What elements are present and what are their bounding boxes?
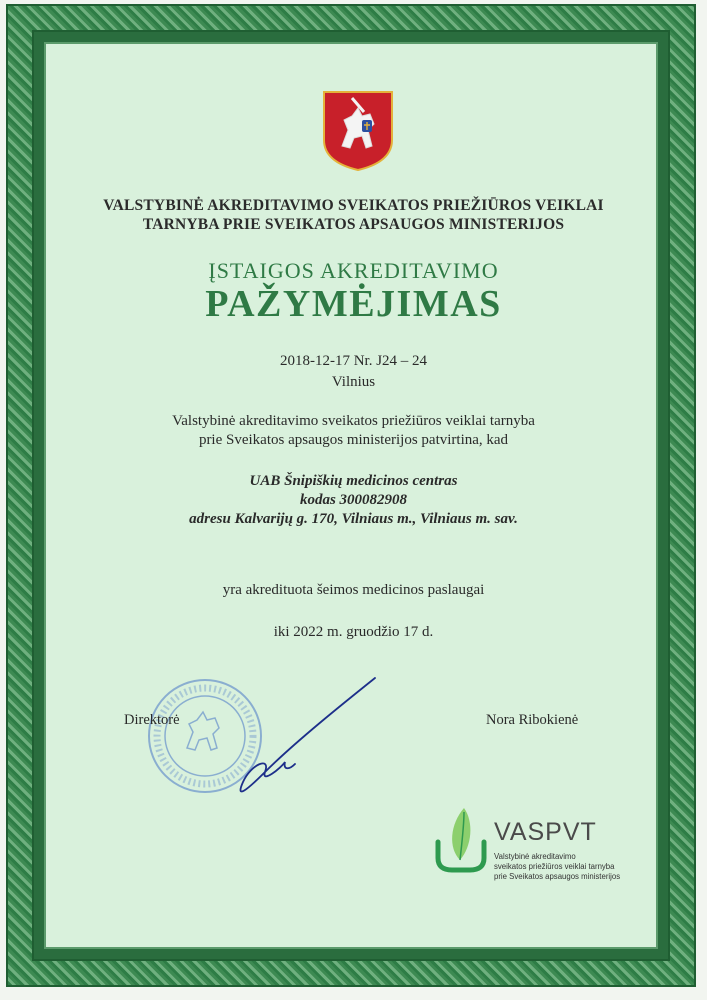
vaspvt-logo-icon xyxy=(434,802,488,874)
vaspvt-description xyxy=(494,852,620,882)
accreditation-valid-until: iki 2022 m. gruodžio 17 d. xyxy=(273,624,434,640)
issuer-line-2: TARNYBA PRIE SVEIKATOS APSAUGOS MINISTERIJOS xyxy=(142,216,565,233)
signatory-role: Direktorė xyxy=(124,712,180,728)
certificate-subtitle: ĮSTAIGOS AKREDITAVIMO xyxy=(208,258,499,283)
vaspvt-desc-line-2: sveikatos priežiūros veiklai tarnyba xyxy=(494,862,615,871)
issue-place: Vilnius xyxy=(331,374,376,390)
certificate-title: PAŽYMĖJIMAS xyxy=(205,283,502,325)
issuer-heading xyxy=(70,196,637,234)
issuer-line-1: VALSTYBINĖ AKREDITAVIMO SVEIKATOS PRIEŽIŪROS VEIKLAI xyxy=(103,197,604,214)
coat-of-arms-icon xyxy=(322,90,394,172)
institution-address: adresu Kalvarijų g. 170, Vilniaus m., Vilniaus m. sav. xyxy=(189,511,518,527)
institution-code: kodas 300082908 xyxy=(299,492,408,508)
accreditation-service: yra akredituota šeimos medicinos paslaugai xyxy=(222,582,485,598)
handwritten-signature-icon xyxy=(225,672,385,802)
vaspvt-desc-line-1: Valstybinė akreditavimo xyxy=(494,852,576,861)
vaspvt-acronym: VASPVT xyxy=(494,818,597,846)
institution-name: UAB Šnipiškių medicinos centras xyxy=(249,473,458,489)
issue-date-number: 2018-12-17 Nr. J24 – 24 xyxy=(279,353,428,369)
statement-line-1: Valstybinė akreditavimo sveikatos priežiūros veiklai tarnyba xyxy=(172,413,535,429)
signatory-name: Nora Ribokienė xyxy=(486,712,579,728)
statement-line-2: prie Sveikatos apsaugos ministerijos patvirtina, kad xyxy=(198,432,509,448)
vaspvt-desc-line-3: prie Sveikatos apsaugos ministerijos xyxy=(494,872,621,881)
